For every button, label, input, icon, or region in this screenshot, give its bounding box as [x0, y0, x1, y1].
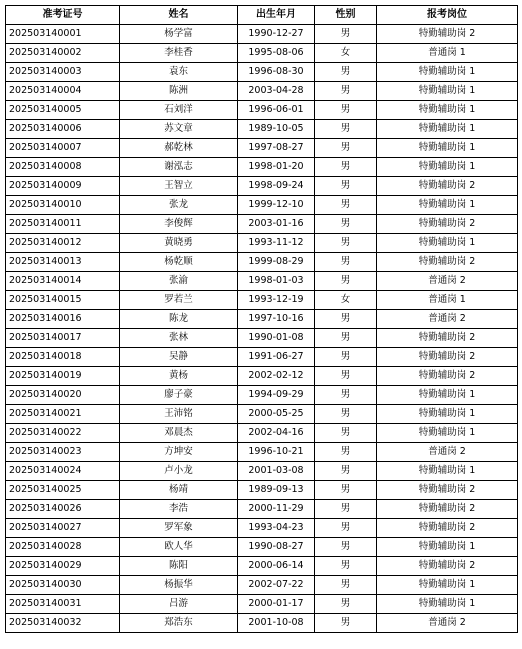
birth-date-cell: 1999-12-10	[238, 196, 315, 215]
exam-id-cell: 202503140013	[6, 253, 120, 272]
gender-cell: 男	[315, 386, 377, 405]
table-row	[6, 63, 518, 82]
gender-cell: 男	[315, 443, 377, 462]
exam-id-cell: 202503140015	[6, 291, 120, 310]
table-row	[6, 310, 518, 329]
table-row	[6, 234, 518, 253]
table-row	[6, 44, 518, 63]
candidate-sheet	[5, 5, 517, 633]
birth-date-cell: 1989-09-13	[238, 481, 315, 500]
name-cell: 欧人华	[120, 538, 238, 557]
birth-date-cell: 1993-04-23	[238, 519, 315, 538]
name-cell: 邓晨杰	[120, 424, 238, 443]
birth-date-cell: 1998-01-03	[238, 272, 315, 291]
name-cell: 陈龙	[120, 310, 238, 329]
birth-date-cell: 1990-08-27	[238, 538, 315, 557]
position-cell: 特勤辅助岗 2	[377, 177, 518, 196]
birth-date-cell: 2002-04-16	[238, 424, 315, 443]
header-birth-date: 出生年月	[238, 6, 315, 25]
name-cell: 李俊辉	[120, 215, 238, 234]
header-exam-id: 准考证号	[6, 6, 120, 25]
position-cell: 特勤辅助岗 1	[377, 386, 518, 405]
birth-date-cell: 1997-10-16	[238, 310, 315, 329]
table-row	[6, 538, 518, 557]
table-row	[6, 272, 518, 291]
position-cell: 普通岗 2	[377, 614, 518, 633]
name-cell: 袁东	[120, 63, 238, 82]
exam-id-cell: 202503140018	[6, 348, 120, 367]
name-cell: 方坤安	[120, 443, 238, 462]
gender-cell: 男	[315, 310, 377, 329]
name-cell: 石刘洋	[120, 101, 238, 120]
exam-id-cell: 202503140032	[6, 614, 120, 633]
table-row	[6, 139, 518, 158]
exam-id-cell: 202503140031	[6, 595, 120, 614]
exam-id-cell: 202503140023	[6, 443, 120, 462]
birth-date-cell: 1990-12-27	[238, 25, 315, 44]
table-row	[6, 82, 518, 101]
position-cell: 普通岗 2	[377, 272, 518, 291]
name-cell: 杨靖	[120, 481, 238, 500]
table-row	[6, 367, 518, 386]
position-cell: 特勤辅助岗 1	[377, 139, 518, 158]
gender-cell: 女	[315, 44, 377, 63]
position-cell: 特勤辅助岗 2	[377, 367, 518, 386]
table-row	[6, 348, 518, 367]
gender-cell: 男	[315, 177, 377, 196]
exam-id-cell: 202503140029	[6, 557, 120, 576]
birth-date-cell: 2001-03-08	[238, 462, 315, 481]
table-row	[6, 443, 518, 462]
position-cell: 特勤辅助岗 2	[377, 25, 518, 44]
position-cell: 特勤辅助岗 2	[377, 519, 518, 538]
position-cell: 特勤辅助岗 2	[377, 348, 518, 367]
birth-date-cell: 1996-06-01	[238, 101, 315, 120]
gender-cell: 男	[315, 614, 377, 633]
name-cell: 李桂香	[120, 44, 238, 63]
name-cell: 黄杨	[120, 367, 238, 386]
gender-cell: 男	[315, 595, 377, 614]
birth-date-cell: 1998-09-24	[238, 177, 315, 196]
gender-cell: 男	[315, 82, 377, 101]
position-cell: 特勤辅助岗 1	[377, 405, 518, 424]
exam-id-cell: 202503140026	[6, 500, 120, 519]
table-row	[6, 595, 518, 614]
table-row	[6, 196, 518, 215]
birth-date-cell: 1989-10-05	[238, 120, 315, 139]
table-row	[6, 101, 518, 120]
name-cell: 陈阳	[120, 557, 238, 576]
exam-id-cell: 202503140028	[6, 538, 120, 557]
gender-cell: 男	[315, 25, 377, 44]
name-cell: 郝乾林	[120, 139, 238, 158]
gender-cell: 男	[315, 329, 377, 348]
birth-date-cell: 1993-11-12	[238, 234, 315, 253]
table-header-row	[6, 6, 518, 25]
position-cell: 特勤辅助岗 2	[377, 215, 518, 234]
gender-cell: 男	[315, 234, 377, 253]
name-cell: 罗若兰	[120, 291, 238, 310]
gender-cell: 男	[315, 405, 377, 424]
name-cell: 卢小龙	[120, 462, 238, 481]
gender-cell: 男	[315, 63, 377, 82]
table-row	[6, 25, 518, 44]
name-cell: 陈洲	[120, 82, 238, 101]
position-cell: 特勤辅助岗 1	[377, 424, 518, 443]
table-row	[6, 424, 518, 443]
name-cell: 李浩	[120, 500, 238, 519]
birth-date-cell: 2000-06-14	[238, 557, 315, 576]
gender-cell: 男	[315, 462, 377, 481]
position-cell: 特勤辅助岗 1	[377, 101, 518, 120]
birth-date-cell: 2003-04-28	[238, 82, 315, 101]
position-cell: 特勤辅助岗 2	[377, 557, 518, 576]
exam-id-cell: 202503140006	[6, 120, 120, 139]
table-row	[6, 557, 518, 576]
position-cell: 特勤辅助岗 1	[377, 595, 518, 614]
gender-cell: 男	[315, 424, 377, 443]
gender-cell: 男	[315, 538, 377, 557]
exam-id-cell: 202503140021	[6, 405, 120, 424]
gender-cell: 男	[315, 196, 377, 215]
birth-date-cell: 1990-01-08	[238, 329, 315, 348]
exam-id-cell: 202503140022	[6, 424, 120, 443]
birth-date-cell: 2000-11-29	[238, 500, 315, 519]
exam-id-cell: 202503140011	[6, 215, 120, 234]
header-gender: 性别	[315, 6, 377, 25]
name-cell: 杨学富	[120, 25, 238, 44]
gender-cell: 男	[315, 253, 377, 272]
name-cell: 杨乾顺	[120, 253, 238, 272]
name-cell: 黄晓勇	[120, 234, 238, 253]
exam-id-cell: 202503140009	[6, 177, 120, 196]
position-cell: 特勤辅助岗 1	[377, 462, 518, 481]
birth-date-cell: 1995-08-06	[238, 44, 315, 63]
gender-cell: 男	[315, 367, 377, 386]
name-cell: 苏文章	[120, 120, 238, 139]
birth-date-cell: 1991-06-27	[238, 348, 315, 367]
exam-id-cell: 202503140008	[6, 158, 120, 177]
position-cell: 特勤辅助岗 1	[377, 576, 518, 595]
birth-date-cell: 1996-08-30	[238, 63, 315, 82]
name-cell: 罗军象	[120, 519, 238, 538]
exam-id-cell: 202503140002	[6, 44, 120, 63]
table-row	[6, 481, 518, 500]
gender-cell: 男	[315, 158, 377, 177]
birth-date-cell: 2002-02-12	[238, 367, 315, 386]
exam-id-cell: 202503140007	[6, 139, 120, 158]
name-cell: 张龙	[120, 196, 238, 215]
position-cell: 特勤辅助岗 1	[377, 538, 518, 557]
exam-id-cell: 202503140019	[6, 367, 120, 386]
gender-cell: 男	[315, 481, 377, 500]
birth-date-cell: 2001-10-08	[238, 614, 315, 633]
position-cell: 特勤辅助岗 1	[377, 63, 518, 82]
table-row	[6, 291, 518, 310]
birth-date-cell: 2003-01-16	[238, 215, 315, 234]
name-cell: 王沛铭	[120, 405, 238, 424]
header-name: 姓名	[120, 6, 238, 25]
exam-id-cell: 202503140016	[6, 310, 120, 329]
exam-id-cell: 202503140014	[6, 272, 120, 291]
gender-cell: 男	[315, 120, 377, 139]
name-cell: 吕游	[120, 595, 238, 614]
birth-date-cell: 1997-08-27	[238, 139, 315, 158]
name-cell: 张渝	[120, 272, 238, 291]
table-row	[6, 576, 518, 595]
name-cell: 谢泓志	[120, 158, 238, 177]
gender-cell: 男	[315, 576, 377, 595]
exam-id-cell: 202503140001	[6, 25, 120, 44]
table-row	[6, 215, 518, 234]
candidate-table	[5, 5, 518, 633]
position-cell: 特勤辅助岗 2	[377, 253, 518, 272]
exam-id-cell: 202503140003	[6, 63, 120, 82]
exam-id-cell: 202503140025	[6, 481, 120, 500]
gender-cell: 男	[315, 557, 377, 576]
position-cell: 特勤辅助岗 1	[377, 82, 518, 101]
name-cell: 张林	[120, 329, 238, 348]
position-cell: 特勤辅助岗 1	[377, 196, 518, 215]
position-cell: 普通岗 2	[377, 310, 518, 329]
table-row	[6, 519, 518, 538]
position-cell: 特勤辅助岗 2	[377, 481, 518, 500]
exam-id-cell: 202503140017	[6, 329, 120, 348]
table-row	[6, 614, 518, 633]
header-position: 报考岗位	[377, 6, 518, 25]
table-row	[6, 329, 518, 348]
exam-id-cell: 202503140005	[6, 101, 120, 120]
birth-date-cell: 1994-09-29	[238, 386, 315, 405]
exam-id-cell: 202503140004	[6, 82, 120, 101]
table-body	[6, 25, 518, 633]
name-cell: 王智立	[120, 177, 238, 196]
table-row	[6, 500, 518, 519]
exam-id-cell: 202503140030	[6, 576, 120, 595]
birth-date-cell: 1998-01-20	[238, 158, 315, 177]
gender-cell: 女	[315, 291, 377, 310]
name-cell: 廖子豪	[120, 386, 238, 405]
position-cell: 特勤辅助岗 2	[377, 500, 518, 519]
exam-id-cell: 202503140010	[6, 196, 120, 215]
exam-id-cell: 202503140012	[6, 234, 120, 253]
birth-date-cell: 1999-08-29	[238, 253, 315, 272]
exam-id-cell: 202503140024	[6, 462, 120, 481]
gender-cell: 男	[315, 519, 377, 538]
birth-date-cell: 2000-05-25	[238, 405, 315, 424]
exam-id-cell: 202503140020	[6, 386, 120, 405]
name-cell: 吴静	[120, 348, 238, 367]
birth-date-cell: 1993-12-19	[238, 291, 315, 310]
birth-date-cell: 2000-01-17	[238, 595, 315, 614]
exam-id-cell: 202503140027	[6, 519, 120, 538]
position-cell: 特勤辅助岗 2	[377, 329, 518, 348]
gender-cell: 男	[315, 272, 377, 291]
position-cell: 特勤辅助岗 1	[377, 158, 518, 177]
table-row	[6, 253, 518, 272]
table-row	[6, 386, 518, 405]
position-cell: 普通岗 1	[377, 291, 518, 310]
position-cell: 普通岗 2	[377, 443, 518, 462]
birth-date-cell: 1996-10-21	[238, 443, 315, 462]
name-cell: 郑浩东	[120, 614, 238, 633]
position-cell: 普通岗 1	[377, 44, 518, 63]
birth-date-cell: 2002-07-22	[238, 576, 315, 595]
table-row	[6, 177, 518, 196]
gender-cell: 男	[315, 101, 377, 120]
gender-cell: 男	[315, 500, 377, 519]
table-row	[6, 462, 518, 481]
position-cell: 特勤辅助岗 1	[377, 234, 518, 253]
table-row	[6, 405, 518, 424]
gender-cell: 男	[315, 215, 377, 234]
position-cell: 特勤辅助岗 1	[377, 120, 518, 139]
table-row	[6, 120, 518, 139]
gender-cell: 男	[315, 348, 377, 367]
table-row	[6, 158, 518, 177]
gender-cell: 男	[315, 139, 377, 158]
name-cell: 杨振华	[120, 576, 238, 595]
